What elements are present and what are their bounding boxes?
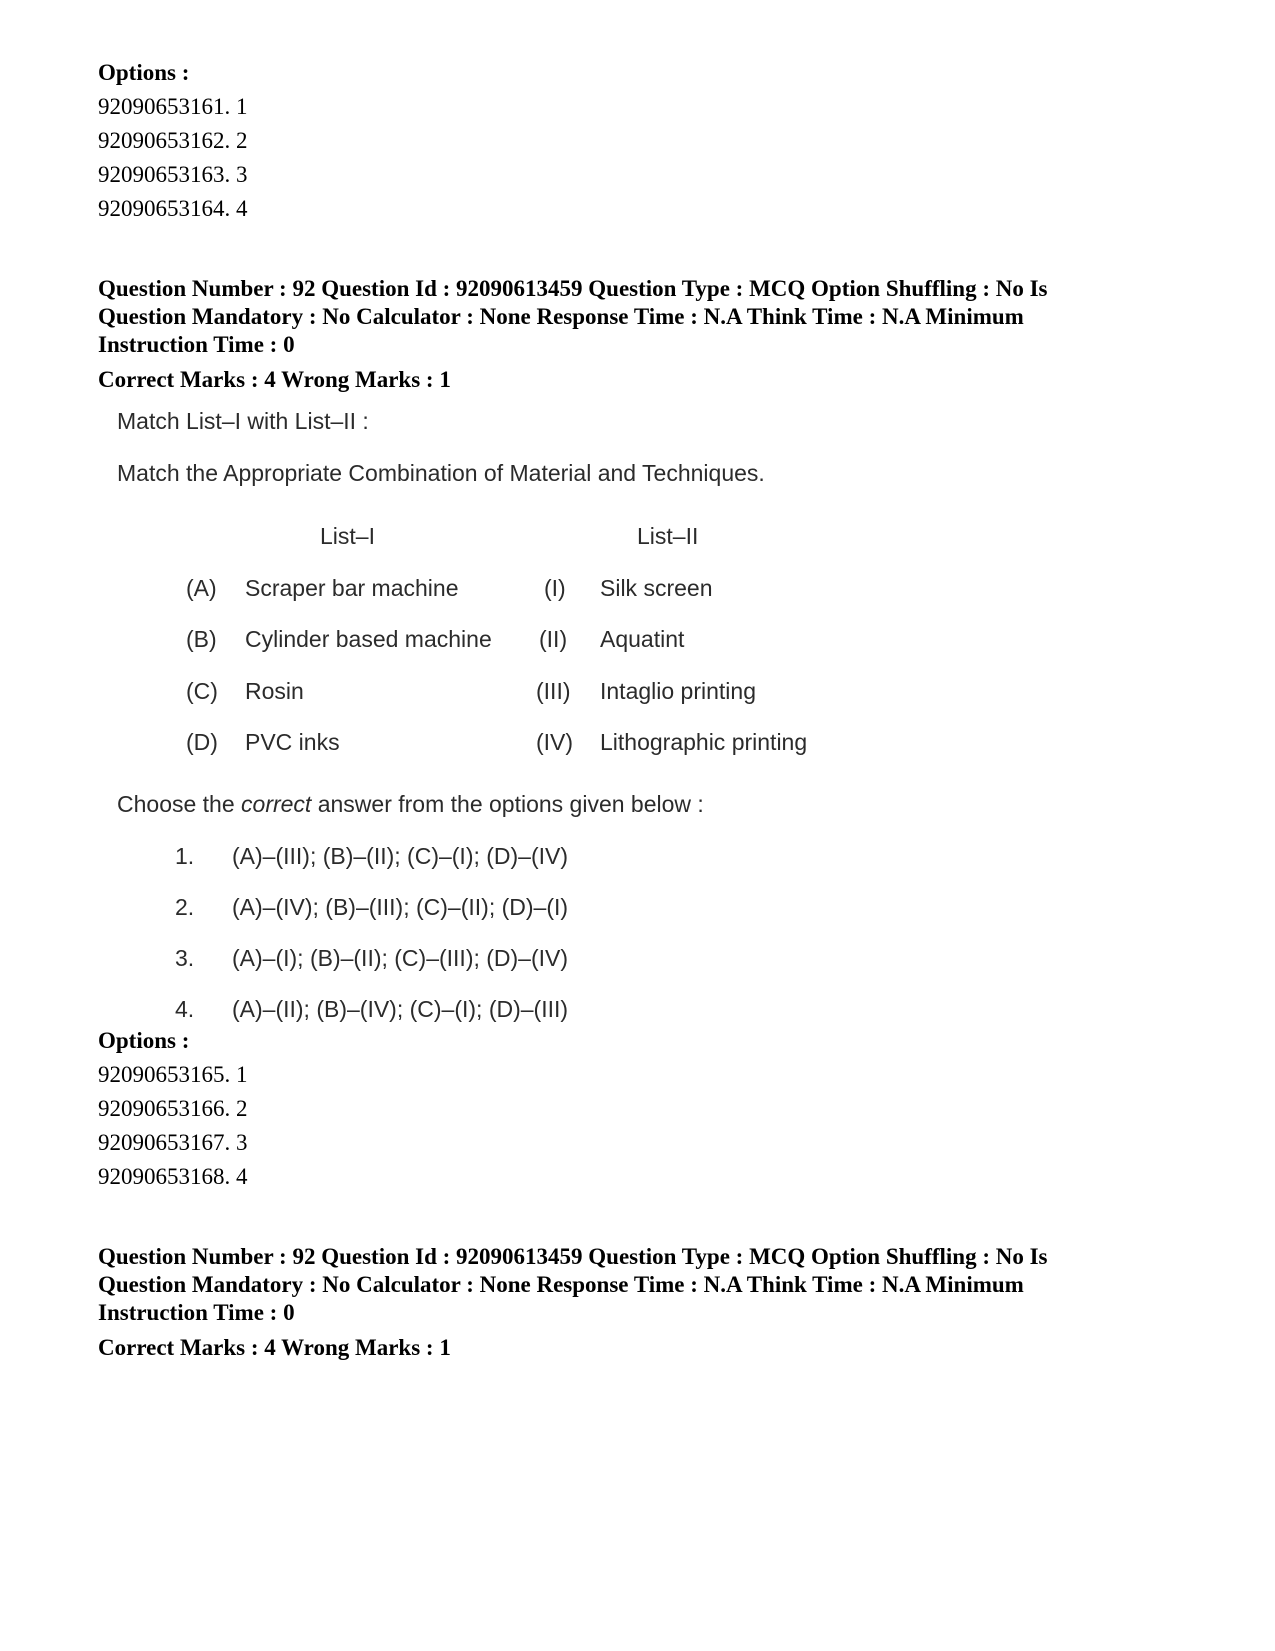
list-1-tag: (C) xyxy=(186,678,218,704)
answer-text: (A)–(I); (B)–(II); (C)–(III); (D)–(IV) xyxy=(232,945,569,971)
question-prompt-2: Match the Appropriate Combination of Material and Techniques. xyxy=(117,460,765,486)
list-1-tag: (D) xyxy=(186,729,218,755)
list-2-item: Lithographic printing xyxy=(600,729,808,755)
list-2-header: List–II xyxy=(637,523,699,549)
question-meta-line: Question Number : 92 Question Id : 92090613459 Question Type : MCQ Option Shuffling : No Is xyxy=(98,276,1048,301)
list-1-item: Rosin xyxy=(245,678,304,704)
answer-number: 2. xyxy=(175,894,195,920)
question-meta-line: Question Number : 92 Question Id : 92090613459 Question Type : MCQ Option Shuffling : No Is xyxy=(98,1244,1048,1269)
list-1-item: PVC inks xyxy=(245,729,340,755)
options-heading: Options : xyxy=(98,1028,190,1053)
answer-number: 4. xyxy=(175,996,195,1022)
answer-number: 3. xyxy=(175,945,195,971)
answer-text: (A)–(IV); (B)–(III); (C)–(II); (D)–(I) xyxy=(232,894,569,920)
answer-text: (A)–(III); (B)–(II); (C)–(I); (D)–(IV) xyxy=(232,843,569,869)
emphasis-correct: correct xyxy=(241,791,312,817)
top-options xyxy=(98,56,248,226)
list-2-tag: (II) xyxy=(539,626,568,652)
list-1-item: Cylinder based machine xyxy=(245,626,492,652)
bottom-options xyxy=(98,1024,248,1194)
list-1-tag: (B) xyxy=(186,626,217,652)
question-meta-line: Instruction Time : 0 xyxy=(98,332,295,357)
choose-instruction: Choose the correct answer from the options given below : xyxy=(117,791,704,817)
list-2-tag: (I) xyxy=(544,575,566,601)
option-item: 92090653167. 3 xyxy=(98,1130,248,1155)
list-1-header: List–I xyxy=(320,523,375,549)
list-2-item: Intaglio printing xyxy=(600,678,756,704)
list-1-tag: (A) xyxy=(186,575,217,601)
list-2-item: Silk screen xyxy=(600,575,713,601)
question-prompt-1: Match List–I with List–II : xyxy=(117,408,369,434)
options-heading: Options : xyxy=(98,60,190,85)
option-item: 92090653165. 1 xyxy=(98,1062,248,1087)
next-question-meta xyxy=(98,1243,1198,1327)
option-item: 92090653162. 2 xyxy=(98,128,248,153)
question-meta-line: Instruction Time : 0 xyxy=(98,1300,295,1325)
question-marks: Correct Marks : 4 Wrong Marks : 1 xyxy=(98,367,451,392)
option-item: 92090653163. 3 xyxy=(98,162,248,187)
answer-number: 1. xyxy=(175,843,195,869)
option-item: 92090653166. 2 xyxy=(98,1096,248,1121)
answer-text: (A)–(II); (B)–(IV); (C)–(I); (D)–(III) xyxy=(232,996,569,1022)
list-1-item: Scraper bar machine xyxy=(245,575,459,601)
option-item: 92090653168. 4 xyxy=(98,1164,248,1189)
option-item: 92090653161. 1 xyxy=(98,94,248,119)
question-meta-line: Question Mandatory : No Calculator : None Response Time : N.A Think Time : N.A Minimum xyxy=(98,1272,1024,1297)
list-2-item: Aquatint xyxy=(600,626,685,652)
question-meta xyxy=(98,275,1198,359)
next-question-marks: Correct Marks : 4 Wrong Marks : 1 xyxy=(98,1335,451,1360)
list-2-tag: (IV) xyxy=(536,729,574,755)
option-item: 92090653164. 4 xyxy=(98,196,248,221)
question-meta-line: Question Mandatory : No Calculator : None Response Time : N.A Think Time : N.A Minimum xyxy=(98,304,1024,329)
list-2-tag: (III) xyxy=(536,678,571,704)
